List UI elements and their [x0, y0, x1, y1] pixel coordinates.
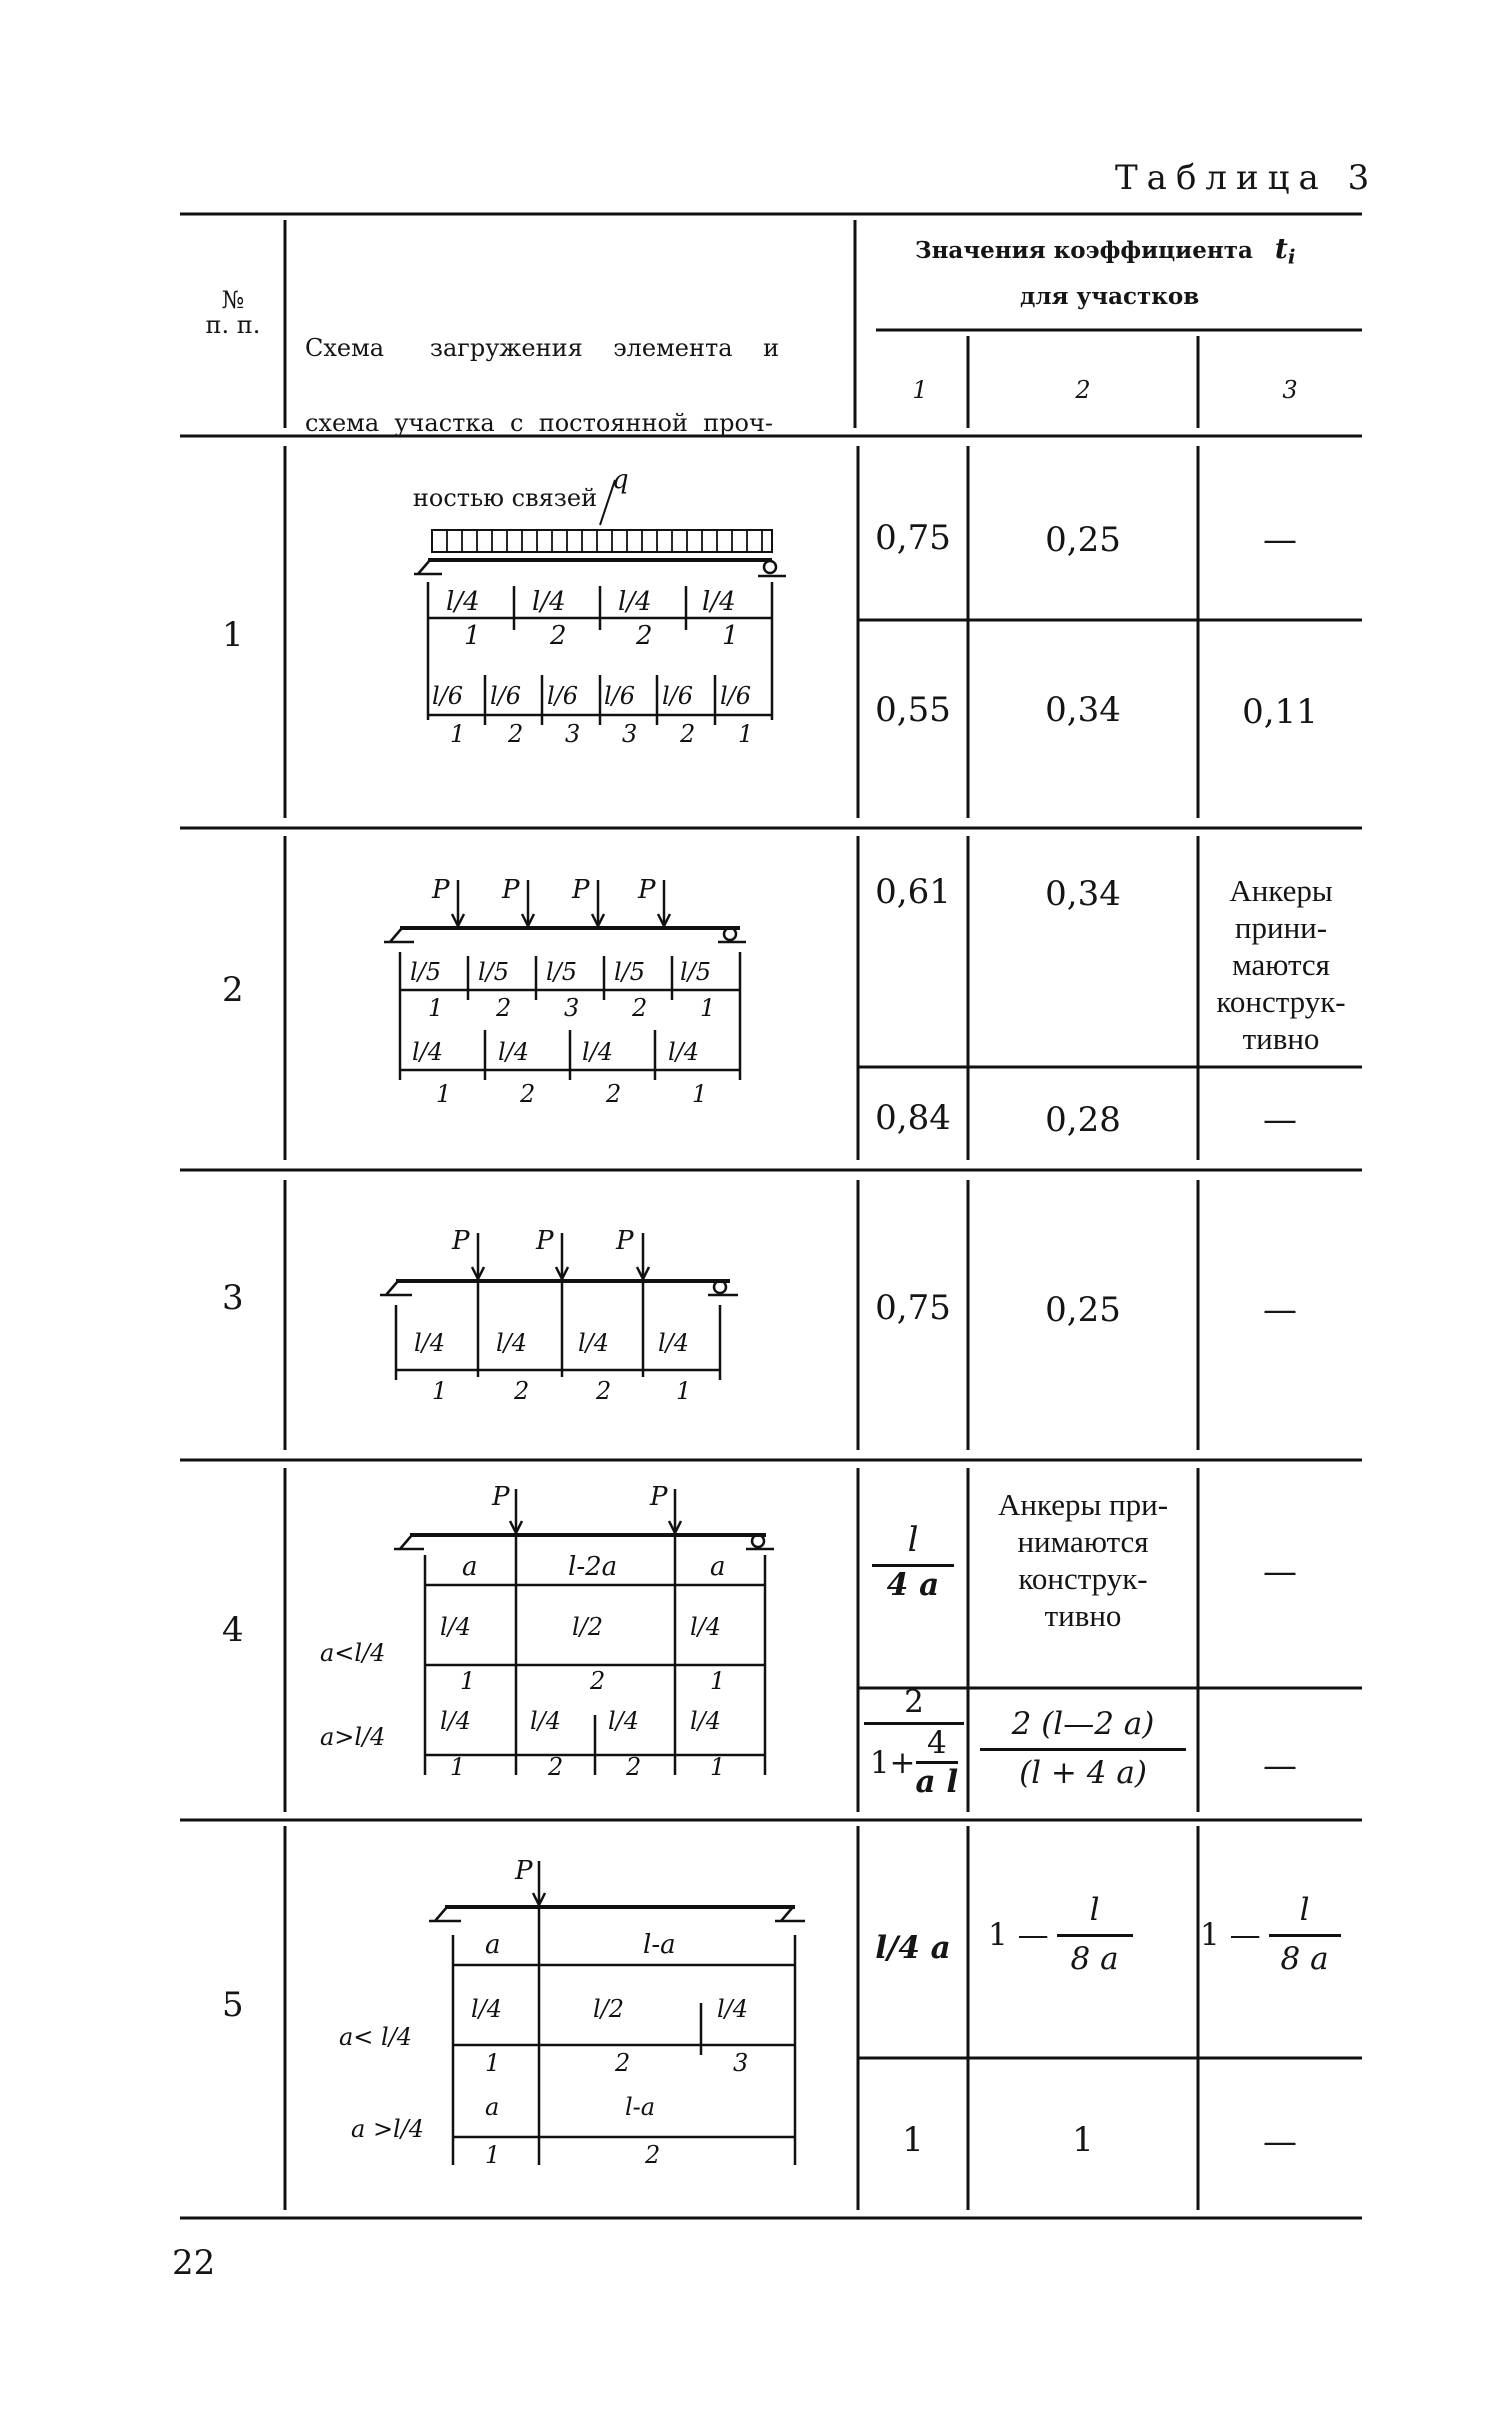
row2-dim-b-1: l/4	[412, 1038, 444, 1066]
row1-dim-a-4: l/4	[702, 587, 736, 617]
row2-note-line4: конструк-	[1216, 984, 1346, 1019]
row1-sec-b-1: 1	[450, 720, 466, 748]
row1-case1-v3: —	[1263, 520, 1297, 560]
row4-case2-v1	[860, 1684, 968, 1800]
row1-sec-b-2: 2	[508, 720, 524, 748]
row4-sec-a-1: 1	[460, 1667, 476, 1695]
row1-sec-a-3: 2	[636, 621, 653, 651]
row3-case1-v3: —	[1263, 1290, 1297, 1330]
row5-case2-v3: —	[1263, 2122, 1297, 2162]
row2-sec-a-1: 1	[428, 994, 444, 1022]
header-section-3: 3	[1282, 376, 1298, 404]
row2-note-line2: прини-	[1234, 910, 1328, 945]
row-number-3: 3	[222, 1278, 244, 1318]
row2-dim-a-4: l/5	[614, 958, 646, 986]
row4-sec-b-4: 1	[710, 1753, 726, 1781]
row5-v3-denominator: 8 a	[1280, 1941, 1329, 1977]
row2-sec-b-3: 2	[606, 1080, 622, 1108]
row2-load-1: P	[432, 875, 450, 905]
row1-case2-v3: 0,11	[1242, 692, 1318, 732]
header-scheme-line2: схема участка с постоянной проч-	[305, 409, 773, 437]
row4-v1-numerator: l	[907, 1520, 919, 1560]
row2-sec-b-4: 1	[692, 1080, 708, 1108]
row1-case2-v1: 0,55	[875, 690, 951, 730]
row5-sec-b-1: 1	[485, 2141, 501, 2169]
row1-load-label: q	[612, 470, 629, 495]
header-number-col	[188, 288, 278, 338]
row4-dim-a-3: l/4	[690, 1613, 722, 1641]
row4-note-line4: тивно	[1044, 1598, 1122, 1633]
row3-dim-4: l/4	[658, 1329, 690, 1357]
row2-dim-a-3: l/5	[546, 958, 578, 986]
row4-sec-a-2: 2	[590, 1667, 606, 1695]
row4-dim-top-1: a	[462, 1552, 478, 1582]
row4-dim-top-2: l-2a	[568, 1552, 618, 1582]
row4-dim-b-4: l/4	[690, 1707, 722, 1735]
row3-sec-1: 1	[432, 1377, 448, 1405]
header-section-2: 2	[1075, 376, 1091, 404]
row1-sec-a-1: 1	[464, 621, 481, 651]
row1-case1-v2: 0,25	[1045, 520, 1121, 560]
row4-sec-b-2: 2	[548, 1753, 564, 1781]
row2-load-4: P	[638, 875, 656, 905]
row2-dim-a-5: l/5	[680, 958, 712, 986]
row4-case1-v2	[968, 1486, 1198, 1634]
row2-scheme-diagram	[370, 870, 770, 1110]
row1-dim-a-1: l/4	[446, 587, 480, 617]
row2-dim-b-4: l/4	[668, 1038, 700, 1066]
row5-dim-b-2: l-a	[625, 2093, 656, 2121]
header-number-line1: №	[221, 286, 245, 314]
row4-case2-v2-numerator: 2 (l—2 a)	[1011, 1706, 1155, 1742]
row2-load-3: P	[572, 875, 590, 905]
row1-sec-b-6: 1	[738, 720, 754, 748]
row4-dim-b-2: l/4	[530, 1707, 562, 1735]
header-scheme-line1: Схема загружения элемента и	[305, 334, 780, 362]
row4-dim-a-2: l/2	[572, 1613, 604, 1641]
row3-load-2: P	[536, 1226, 554, 1256]
header-values-subscript: i	[1287, 244, 1296, 269]
row2-case2-v3: —	[1263, 1100, 1297, 1140]
row1-dim-a-2: l/4	[532, 587, 566, 617]
row3-load-3: P	[616, 1226, 634, 1256]
row5-v3-numerator: l	[1269, 1892, 1341, 1937]
row2-sec-a-4: 2	[632, 994, 648, 1022]
header-values-symbol: t	[1274, 232, 1288, 265]
row2-dim-b-2: l/4	[498, 1038, 530, 1066]
row5-case2-v2: 1	[1072, 2120, 1094, 2160]
row4-dim-b-3: l/4	[608, 1707, 640, 1735]
row-number-5: 5	[222, 1985, 244, 2025]
row4-sec-b-3: 2	[626, 1753, 642, 1781]
row5-case1-v2	[988, 1892, 1196, 1977]
header-values-line2: для участков	[1020, 283, 1200, 310]
row-number-4: 4	[222, 1610, 244, 1650]
row5-dim-a-1: l/4	[471, 1995, 503, 2023]
row1-sec-b-4: 3	[622, 720, 638, 748]
row4-case2-v2-denominator: (l + 4 a)	[1019, 1755, 1147, 1791]
row1-case1-v1: 0,75	[875, 518, 951, 558]
row1-dim-b-6: l/6	[720, 682, 752, 710]
row2-dim-a-2: l/5	[478, 958, 510, 986]
row5-sec-a-3: 3	[733, 2049, 749, 2077]
row5-sec-b-2: 2	[645, 2141, 661, 2169]
row4-v1-denominator: 4 a	[886, 1567, 940, 1603]
row5-sec-a-2: 2	[615, 2049, 631, 2077]
row1-scheme-diagram	[400, 470, 800, 770]
page-number: 22	[172, 2243, 216, 2283]
row4-sec-b-1: 1	[450, 1753, 466, 1781]
table-caption: Таблица 3	[1115, 158, 1379, 198]
row4-note-line1: Анкеры при-	[997, 1487, 1169, 1522]
row2-case1-v3	[1198, 872, 1364, 1057]
row1-sec-a-4: 1	[722, 621, 739, 651]
row5-v3-pre: 1 —	[1200, 1916, 1261, 1953]
row3-sec-4: 1	[676, 1377, 692, 1405]
header-section-1: 1	[912, 376, 928, 404]
row5-scheme-diagram	[325, 1845, 805, 2185]
row4-dim-a-1: l/4	[440, 1613, 472, 1641]
header-values-title	[915, 232, 1296, 270]
row5-sec-a-1: 1	[485, 2049, 501, 2077]
row3-dim-3: l/4	[578, 1329, 610, 1357]
row2-load-2: P	[502, 875, 520, 905]
row5-v2-numerator: l	[1057, 1892, 1133, 1937]
row2-sec-b-2: 2	[520, 1080, 536, 1108]
header-number-line2: п. п.	[205, 311, 261, 339]
row4-load-1: P	[492, 1482, 510, 1512]
row5-v2-denominator: 8 a	[1070, 1941, 1119, 1977]
row-number-1: 1	[222, 615, 244, 655]
row4-sec-a-3: 1	[710, 1667, 726, 1695]
row4-note-line2: нимаются	[1017, 1524, 1149, 1559]
row4-note-line3: конструк-	[1018, 1561, 1148, 1596]
row4-dim-b-1: l/4	[440, 1707, 472, 1735]
row2-note-line5: тивно	[1242, 1021, 1320, 1056]
row-number-2: 2	[222, 970, 244, 1010]
row4-case2-v1-den-pre: 1+	[869, 1744, 916, 1781]
row4-cond-1: a<l/4	[320, 1639, 386, 1667]
header-values-line1: Значения коэффициента	[915, 237, 1253, 264]
row1-sec-b-3: 3	[565, 720, 581, 748]
row5-v2-pre: 1 —	[988, 1916, 1049, 1953]
row4-scheme-diagram	[310, 1475, 790, 1795]
row3-dim-2: l/4	[496, 1329, 528, 1357]
row4-dim-top-3: a	[710, 1552, 726, 1582]
row5-load-1: P	[515, 1856, 533, 1886]
row4-cond-2: a>l/4	[320, 1723, 386, 1751]
row2-case1-v1: 0,61	[875, 872, 951, 912]
row2-dim-a-1: l/5	[410, 958, 442, 986]
row3-case1-v1: 0,75	[875, 1288, 951, 1328]
row1-sec-b-5: 2	[680, 720, 696, 748]
row4-case2-v3: —	[1263, 1746, 1297, 1786]
row5-dim-a-3: l/4	[717, 1995, 749, 2023]
row5-case2-v1: 1	[902, 2120, 924, 2160]
row5-cond-2: a >l/4	[351, 2115, 425, 2143]
row2-sec-a-2: 2	[496, 994, 512, 1022]
row4-case1-v3: —	[1263, 1552, 1297, 1592]
row5-dim-top-2: l-a	[643, 1930, 676, 1960]
row2-case2-v1: 0,84	[875, 1098, 951, 1138]
row5-dim-a-2: l/2	[593, 1995, 625, 2023]
row1-sec-a-2: 2	[550, 621, 567, 651]
row2-note-line1: Анкеры	[1229, 873, 1333, 908]
row1-dim-b-3: l/6	[547, 682, 579, 710]
row3-sec-3: 2	[596, 1377, 612, 1405]
row1-dim-b-2: l/6	[490, 682, 522, 710]
row1-case2-v2: 0,34	[1045, 690, 1121, 730]
row2-sec-a-3: 3	[564, 994, 580, 1022]
row1-dim-b-1: l/6	[432, 682, 464, 710]
row5-dim-top-1: a	[485, 1930, 501, 1960]
row2-case1-v2: 0,34	[1045, 874, 1121, 914]
row3-case1-v2: 0,25	[1045, 1290, 1121, 1330]
row5-cond-1: a< l/4	[339, 2023, 413, 2051]
row2-case2-v2: 0,28	[1045, 1100, 1121, 1140]
row4-case2-v1-den-num: 4	[916, 1725, 959, 1764]
row4-load-2: P	[650, 1482, 668, 1512]
row3-sec-2: 2	[514, 1377, 530, 1405]
row2-dim-b-3: l/4	[582, 1038, 614, 1066]
row3-dim-1: l/4	[414, 1329, 446, 1357]
header-scheme-line3: ностью связей	[412, 484, 598, 512]
row5-case1-v1: l/4 a	[875, 1930, 951, 1966]
row2-sec-a-5: 1	[700, 994, 716, 1022]
row4-case2-v2	[972, 1706, 1194, 1791]
row2-sec-b-1: 1	[436, 1080, 452, 1108]
row3-load-1: P	[452, 1226, 470, 1256]
row1-dim-a-3: l/4	[618, 587, 652, 617]
row5-dim-b-1: a	[485, 2093, 500, 2121]
row1-dim-b-5: l/6	[662, 682, 694, 710]
row4-case2-v1-numerator: 2	[904, 1684, 924, 1720]
row3-scheme-diagram	[368, 1215, 748, 1415]
row1-dim-b-4: l/6	[604, 682, 636, 710]
row5-case1-v3	[1200, 1892, 1364, 1977]
row4-case2-v1-den-den: a l	[915, 1764, 959, 1800]
row4-case1-v1	[860, 1520, 966, 1603]
row2-note-line3: маются	[1232, 947, 1330, 982]
